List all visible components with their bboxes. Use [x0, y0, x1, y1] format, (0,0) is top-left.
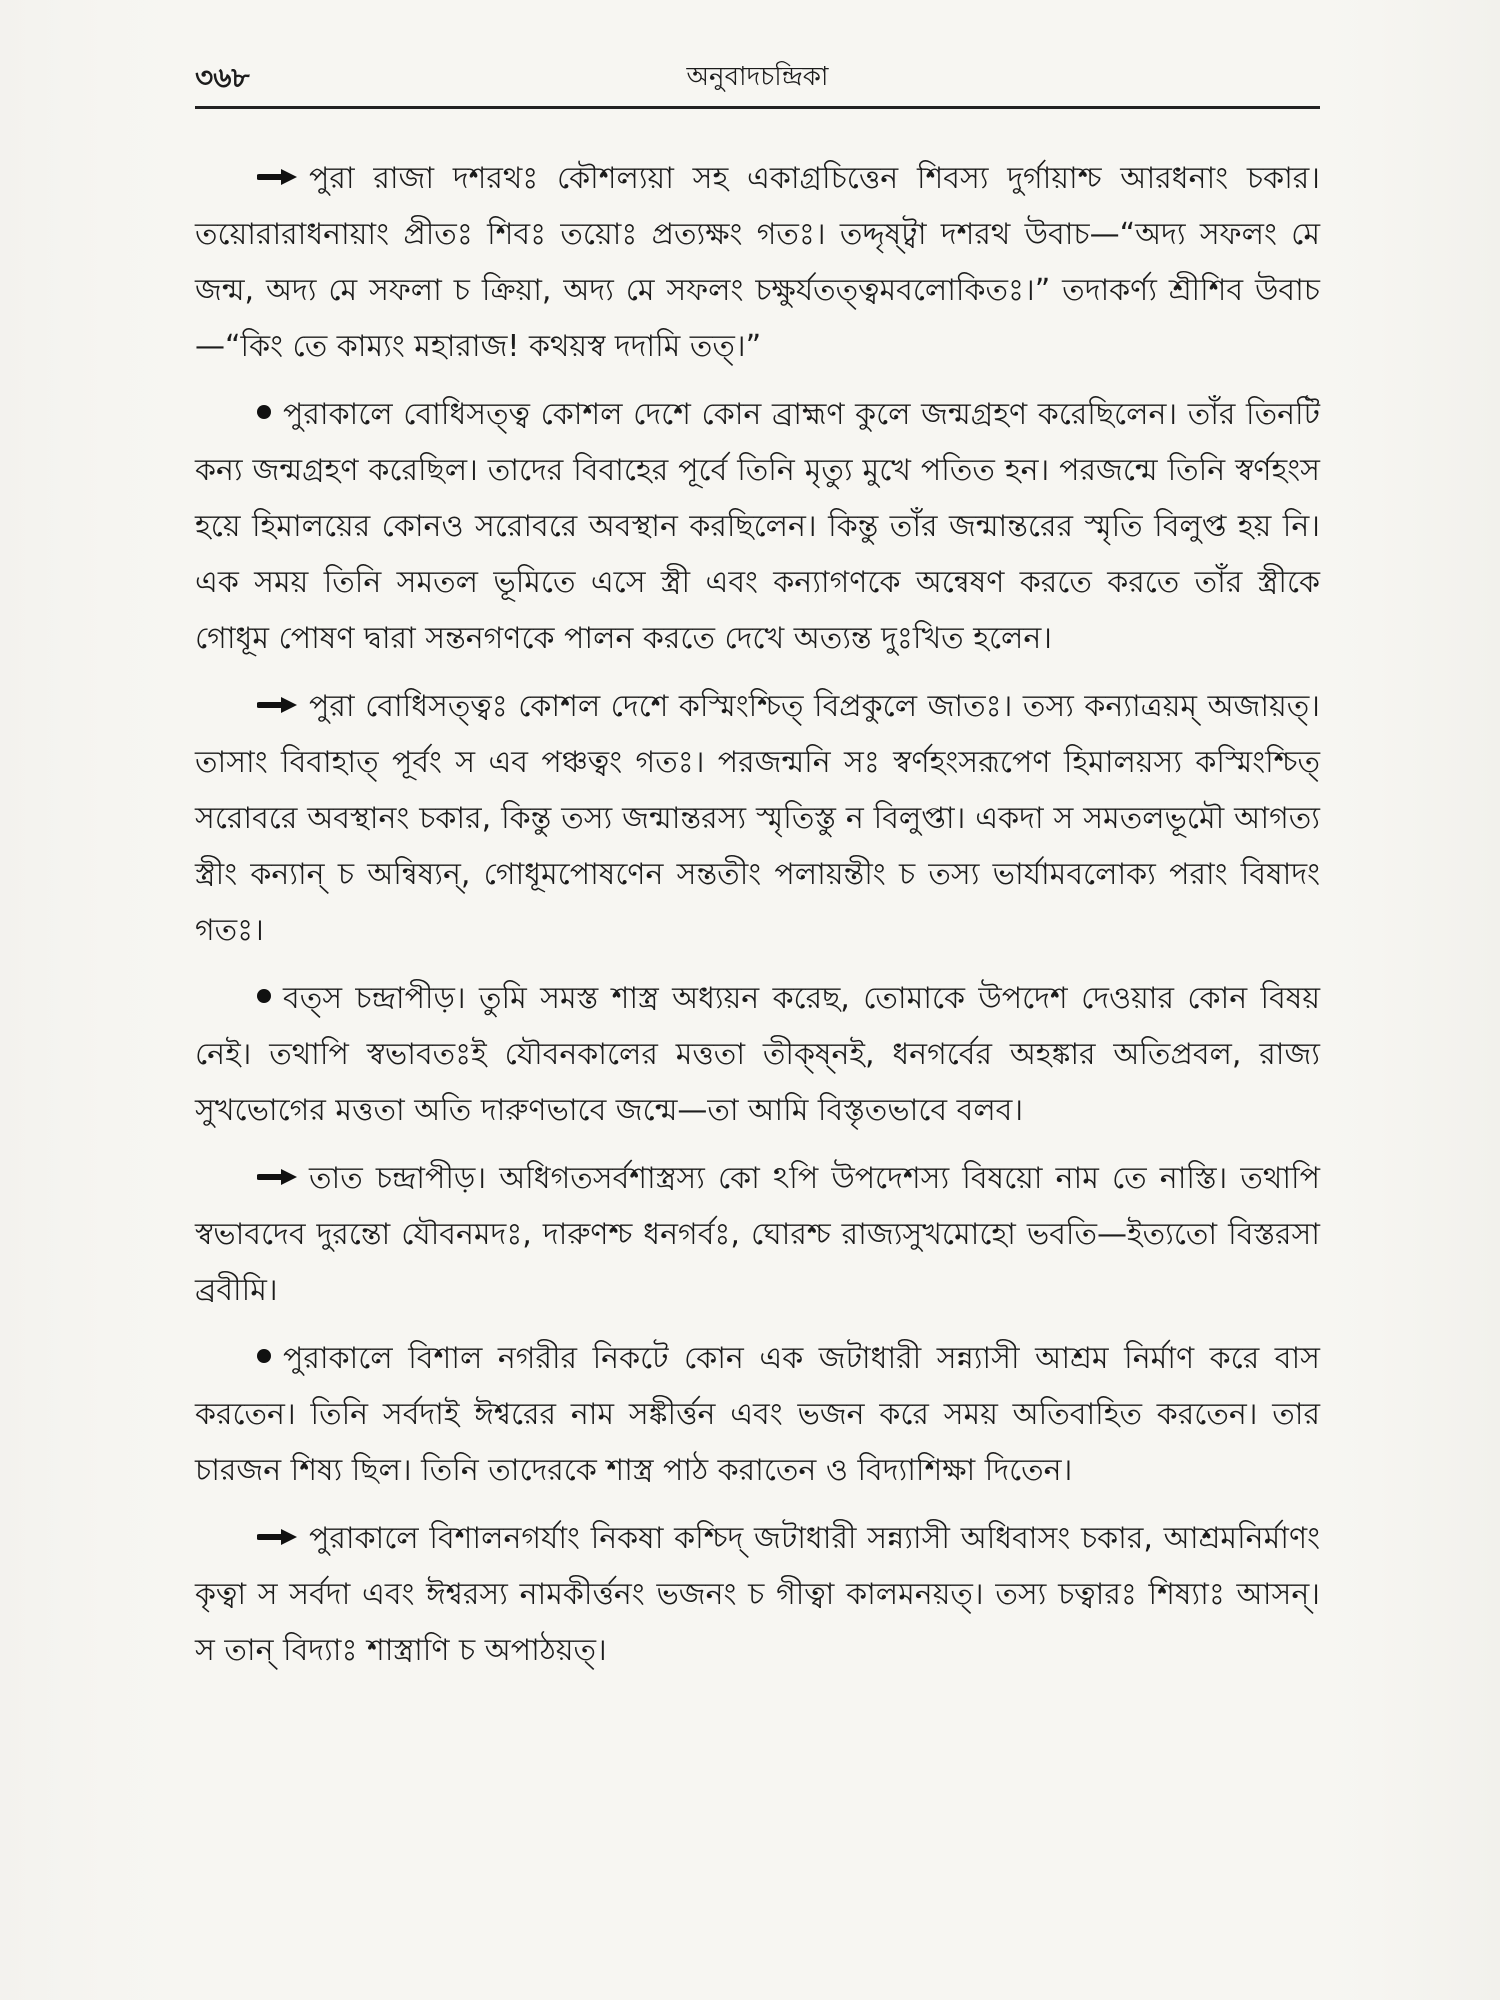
page-gutter-left	[0, 0, 180, 2000]
bullet-icon	[257, 405, 271, 419]
page-content	[195, 151, 1320, 1679]
paragraph-sanskrit-1	[195, 151, 1320, 375]
paragraph-text: পুরাকালে বিশালনগর্যাং নিকষা কশ্চিদ্ জটাধারী সন্ন্যাসী অধিবাসং চকার, আশ্রমনির্মাণং কৃত্বা স সর্বদা এবং ঈশ্বরস্য নামকীর্ত্তনং ভজনং চ গীত্বা কালমনয়ত্। তস্য চত্বারঃ শিষ্যাঃ আসন্। স তান্ বিদ্যাঃ শাস্ত্রাণি চ অপাঠয়ত্।	[195, 1521, 1320, 1668]
paragraph-text: পুরা রাজা দশরথঃ কৌশল্যয়া সহ একাগ্রচিত্তেন শিবস্য দুর্গায়াশ্চ আরধনাং চকার। তয়োরারাধনায়াং প্রীতঃ শিবঃ তয়োঃ প্রত্যক্ষং গতঃ। তদ্দৃষ্ট্বা দশরথ উবাচ—“অদ্য সফলং মে জন্ম, অদ্য মে সফলা চ ক্রিয়া, অদ্য মে সফলং চক্ষুর্যতত্ত্বমবলোকিতঃ।” তদাকর্ণ্য শ্রীশিব উবাচ—“কিং তে কাম্যং মহারাজ! কথয়স্ব দদামি তত্।”	[195, 161, 1320, 364]
page-gutter-right	[1320, 0, 1500, 2000]
paragraph-sanskrit-4	[195, 1511, 1320, 1679]
arrow-icon	[257, 1528, 299, 1546]
arrow-icon	[257, 1168, 299, 1186]
paragraph-text: তাত চন্দ্রাপীড়। অধিগতসর্বশাস্ত্রস্য কো ঽপি উপদেশস্য বিষয়ো নাম তে নাস্তি। তথাপি স্বভাবদেব দুরন্তো যৌবনমদঃ, দারুণশ্চ ধনগর্বঃ, ঘোরশ্চ রাজ্যসুখমোহো ভবতি—ইত্যতো বিস্তরসা ব্রবীমি।	[195, 1161, 1320, 1308]
page-number: ৩৬৮	[195, 61, 250, 94]
paragraph-bengali-2	[195, 971, 1320, 1139]
arrow-icon	[257, 168, 299, 186]
paragraph-sanskrit-3	[195, 1151, 1320, 1319]
bullet-icon	[257, 989, 271, 1003]
paragraph-text: পুরা বোধিসত্ত্বঃ কোশল দেশে কস্মিংশ্চিত্ বিপ্রকুলে জাতঃ। তস্য কন্যাত্রয়ম্ অজায়ত্। তাসাং বিবাহাত্ পূর্বং স এব পঞ্চত্বং গতঃ। পরজন্মনি সঃ স্বর্ণহংসরূপেণ হিমালয়স্য কস্মিংশ্চিত্ সরোবরে অবস্থানং চকার, কিন্তু তস্য জন্মান্তরস্য স্মৃতিস্তু ন বিলুপ্তা। একদা স সমতলভূমৌ আগত্য স্ত্রীং কন্যান্ চ অন্বিষ্যন্, গোধূমপোষণেন সন্ততীং পলায়ন্তীং চ তস্য ভার্যামবলোক্য পরাং বিষাদং গতঃ।	[195, 689, 1320, 948]
arrow-icon	[257, 696, 299, 714]
paragraph-bengali-1	[195, 387, 1320, 667]
page-header	[195, 48, 1320, 109]
bullet-icon	[257, 1349, 271, 1363]
paragraph-text: পুরাকালে বিশাল নগরীর নিকটে কোন এক জটাধারী সন্ন্যাসী আশ্রম নির্মাণ করে বাস করতেন। তিনি সর্বদাই ঈশ্বরের নাম সঙ্কীর্ত্তন এবং ভজন করে সময় অতিবাহিত করতেন। তার চারজন শিষ্য ছিল। তিনি তাদেরকে শাস্ত্র পাঠ করাতেন ও বিদ্যাশিক্ষা দিতেন।	[195, 1341, 1320, 1488]
paragraph-bengali-3	[195, 1331, 1320, 1499]
paragraph-sanskrit-2	[195, 679, 1320, 959]
running-title: অনুবাদচন্দ্রিকা	[686, 62, 829, 92]
paragraph-text: পুরাকালে বোধিসত্ত্ব কোশল দেশে কোন ব্রাহ্মণ কুলে জন্মগ্রহণ করেছিলেন। তাঁর তিনটি কন্য জন্মগ্রহণ করেছিল। তাদের বিবাহের পূর্বে তিনি মৃত্যু মুখে পতিত হন। পরজন্মে তিনি স্বর্ণহংস হয়ে হিমালয়ের কোনও সরোবরে অবস্থান করছিলেন। কিন্তু তাঁর জন্মান্তরের স্মৃতি বিলুপ্ত হয় নি। এক সময় তিনি সমতল ভূমিতে এসে স্ত্রী এবং কন্যাগণকে অন্বেষণ করতে করতে তাঁর স্ত্রীকে গোধূম পোষণ দ্বারা সন্তনগণকে পালন করতে দেখে অত্যন্ত দুঃখিত হলেন।	[195, 397, 1320, 656]
paragraph-text: বত্স চন্দ্রাপীড়। তুমি সমস্ত শাস্ত্র অধ্যয়ন করেছ, তোমাকে উপদেশ দেওয়ার কোন বিষয় নেই। তথাপি স্বভাবতঃই যৌবনকালের মত্ততা তীক্ষ্নই, ধনগর্বের অহঙ্কার অতিপ্রবল, রাজ্য সুখভোগের মত্ততা অতি দারুণভাবে জন্মে—তা আমি বিস্তৃতভাবে বলব।	[195, 981, 1320, 1128]
book-page	[195, 48, 1320, 1968]
